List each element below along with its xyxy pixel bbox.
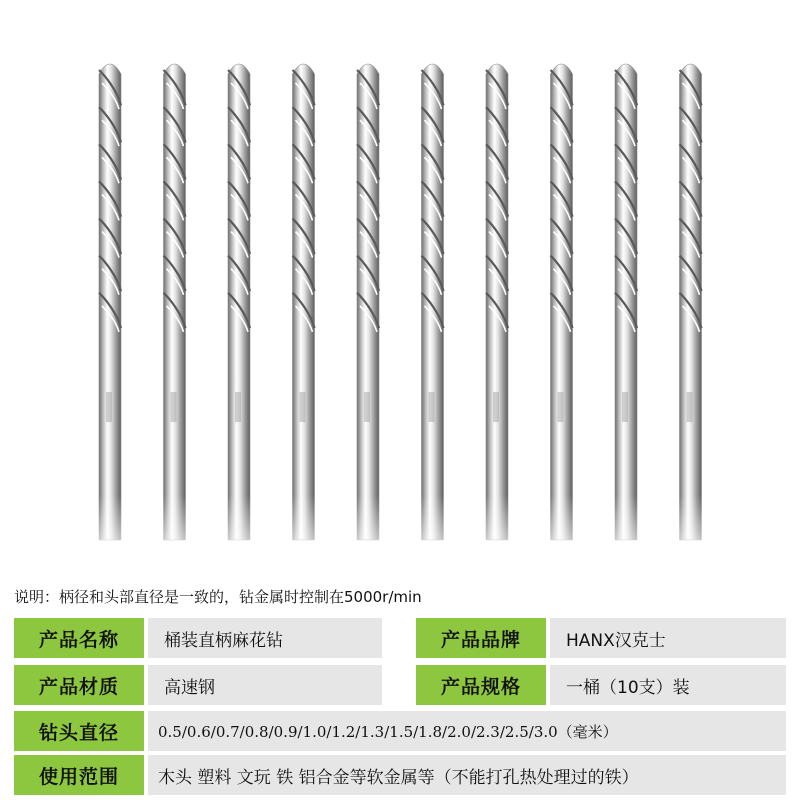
drill-bit-icon [293, 64, 315, 540]
size-engraving [622, 392, 628, 422]
value-product-name: 桶装直柄麻花钻 [148, 618, 382, 658]
size-engraving [171, 392, 177, 422]
size-engraving [429, 392, 435, 422]
value-material: 高速钢 [148, 665, 382, 705]
size-engraving [687, 392, 693, 422]
size-engraving [493, 392, 499, 422]
value-spec: 一桶（10支）装 [550, 665, 786, 705]
drill-bit-icon [486, 64, 508, 540]
label-usage: 使用范围 [14, 755, 144, 795]
value-usage: 木头 塑料 文玩 铁 铝合金等软金属等（不能打孔热处理过的铁） [148, 755, 786, 795]
drill-bit-icon [551, 64, 573, 540]
usage-note: 说明：柄径和头部直径是一致的，钻金属时控制在5000r/min [14, 588, 422, 606]
size-engraving [300, 392, 306, 422]
label-diameter: 钻头直径 [14, 711, 144, 751]
label-spec: 产品规格 [416, 665, 546, 705]
drill-bit-icon [99, 64, 121, 540]
drill-bit-icon [680, 64, 702, 540]
size-engraving [558, 392, 564, 422]
drill-bit-icon [422, 64, 444, 540]
drill-bit-icon [164, 64, 186, 540]
label-brand: 产品品牌 [416, 618, 546, 658]
value-brand: HANX汉克士 [550, 618, 786, 658]
size-engraving [364, 392, 370, 422]
label-material: 产品材质 [14, 665, 144, 705]
drill-bit-icon [357, 64, 379, 540]
size-engraving [235, 392, 241, 422]
drill-bit-icon [615, 64, 637, 540]
label-product-name: 产品名称 [14, 618, 144, 658]
value-diameter: 0.5/0.6/0.7/0.8/0.9/1.0/1.2/1.3/1.5/1.8/2.0/2.3/2.5/3.0（毫米） [148, 711, 786, 751]
size-engraving [106, 392, 112, 422]
drill-bit-icon [228, 64, 250, 540]
